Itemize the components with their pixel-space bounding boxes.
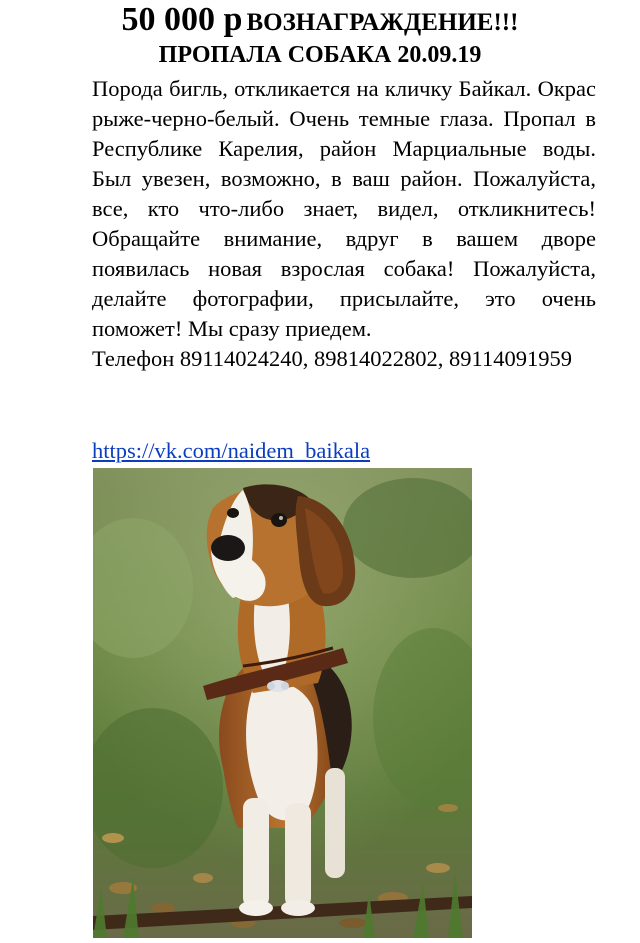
phone-number: 89114024240, (179, 346, 309, 371)
vk-link[interactable]: https://vk.com/naidem_baikala (92, 438, 371, 463)
poster-body (92, 74, 596, 374)
phone-line (92, 344, 596, 374)
phone-label: Телефон (92, 346, 175, 371)
beagle-photo (93, 468, 472, 938)
dog-description: Порода бигль, откликается на кличку Байкал. Окрас рыже-черно-белый. Очень темные глаза. Пропал в Республике Карелия, район Марциальные воды. Был увезен, возможно, в ваш район. Пожалуйста, все, кто что-либо знает, видел, откликнитесь! Обращайте внимание, вдруг в вашем дворе появилась новая взрослая собака! Пожалуйста, делайте фотографии, присылайте, это очень поможет! Мы сразу приедем. (92, 76, 596, 341)
reward-amount: 50 000 р (121, 1, 243, 38)
reward-headline (0, 2, 640, 44)
phone-number: 89114091959 (449, 346, 572, 371)
phone-number: 89814022802, (314, 346, 444, 371)
missing-dog-title: ПРОПАЛА СОБАКА 20.09.19 (158, 42, 482, 68)
reward-label: ВОЗНАГРАЖДЕНИЕ!!! (246, 9, 519, 36)
